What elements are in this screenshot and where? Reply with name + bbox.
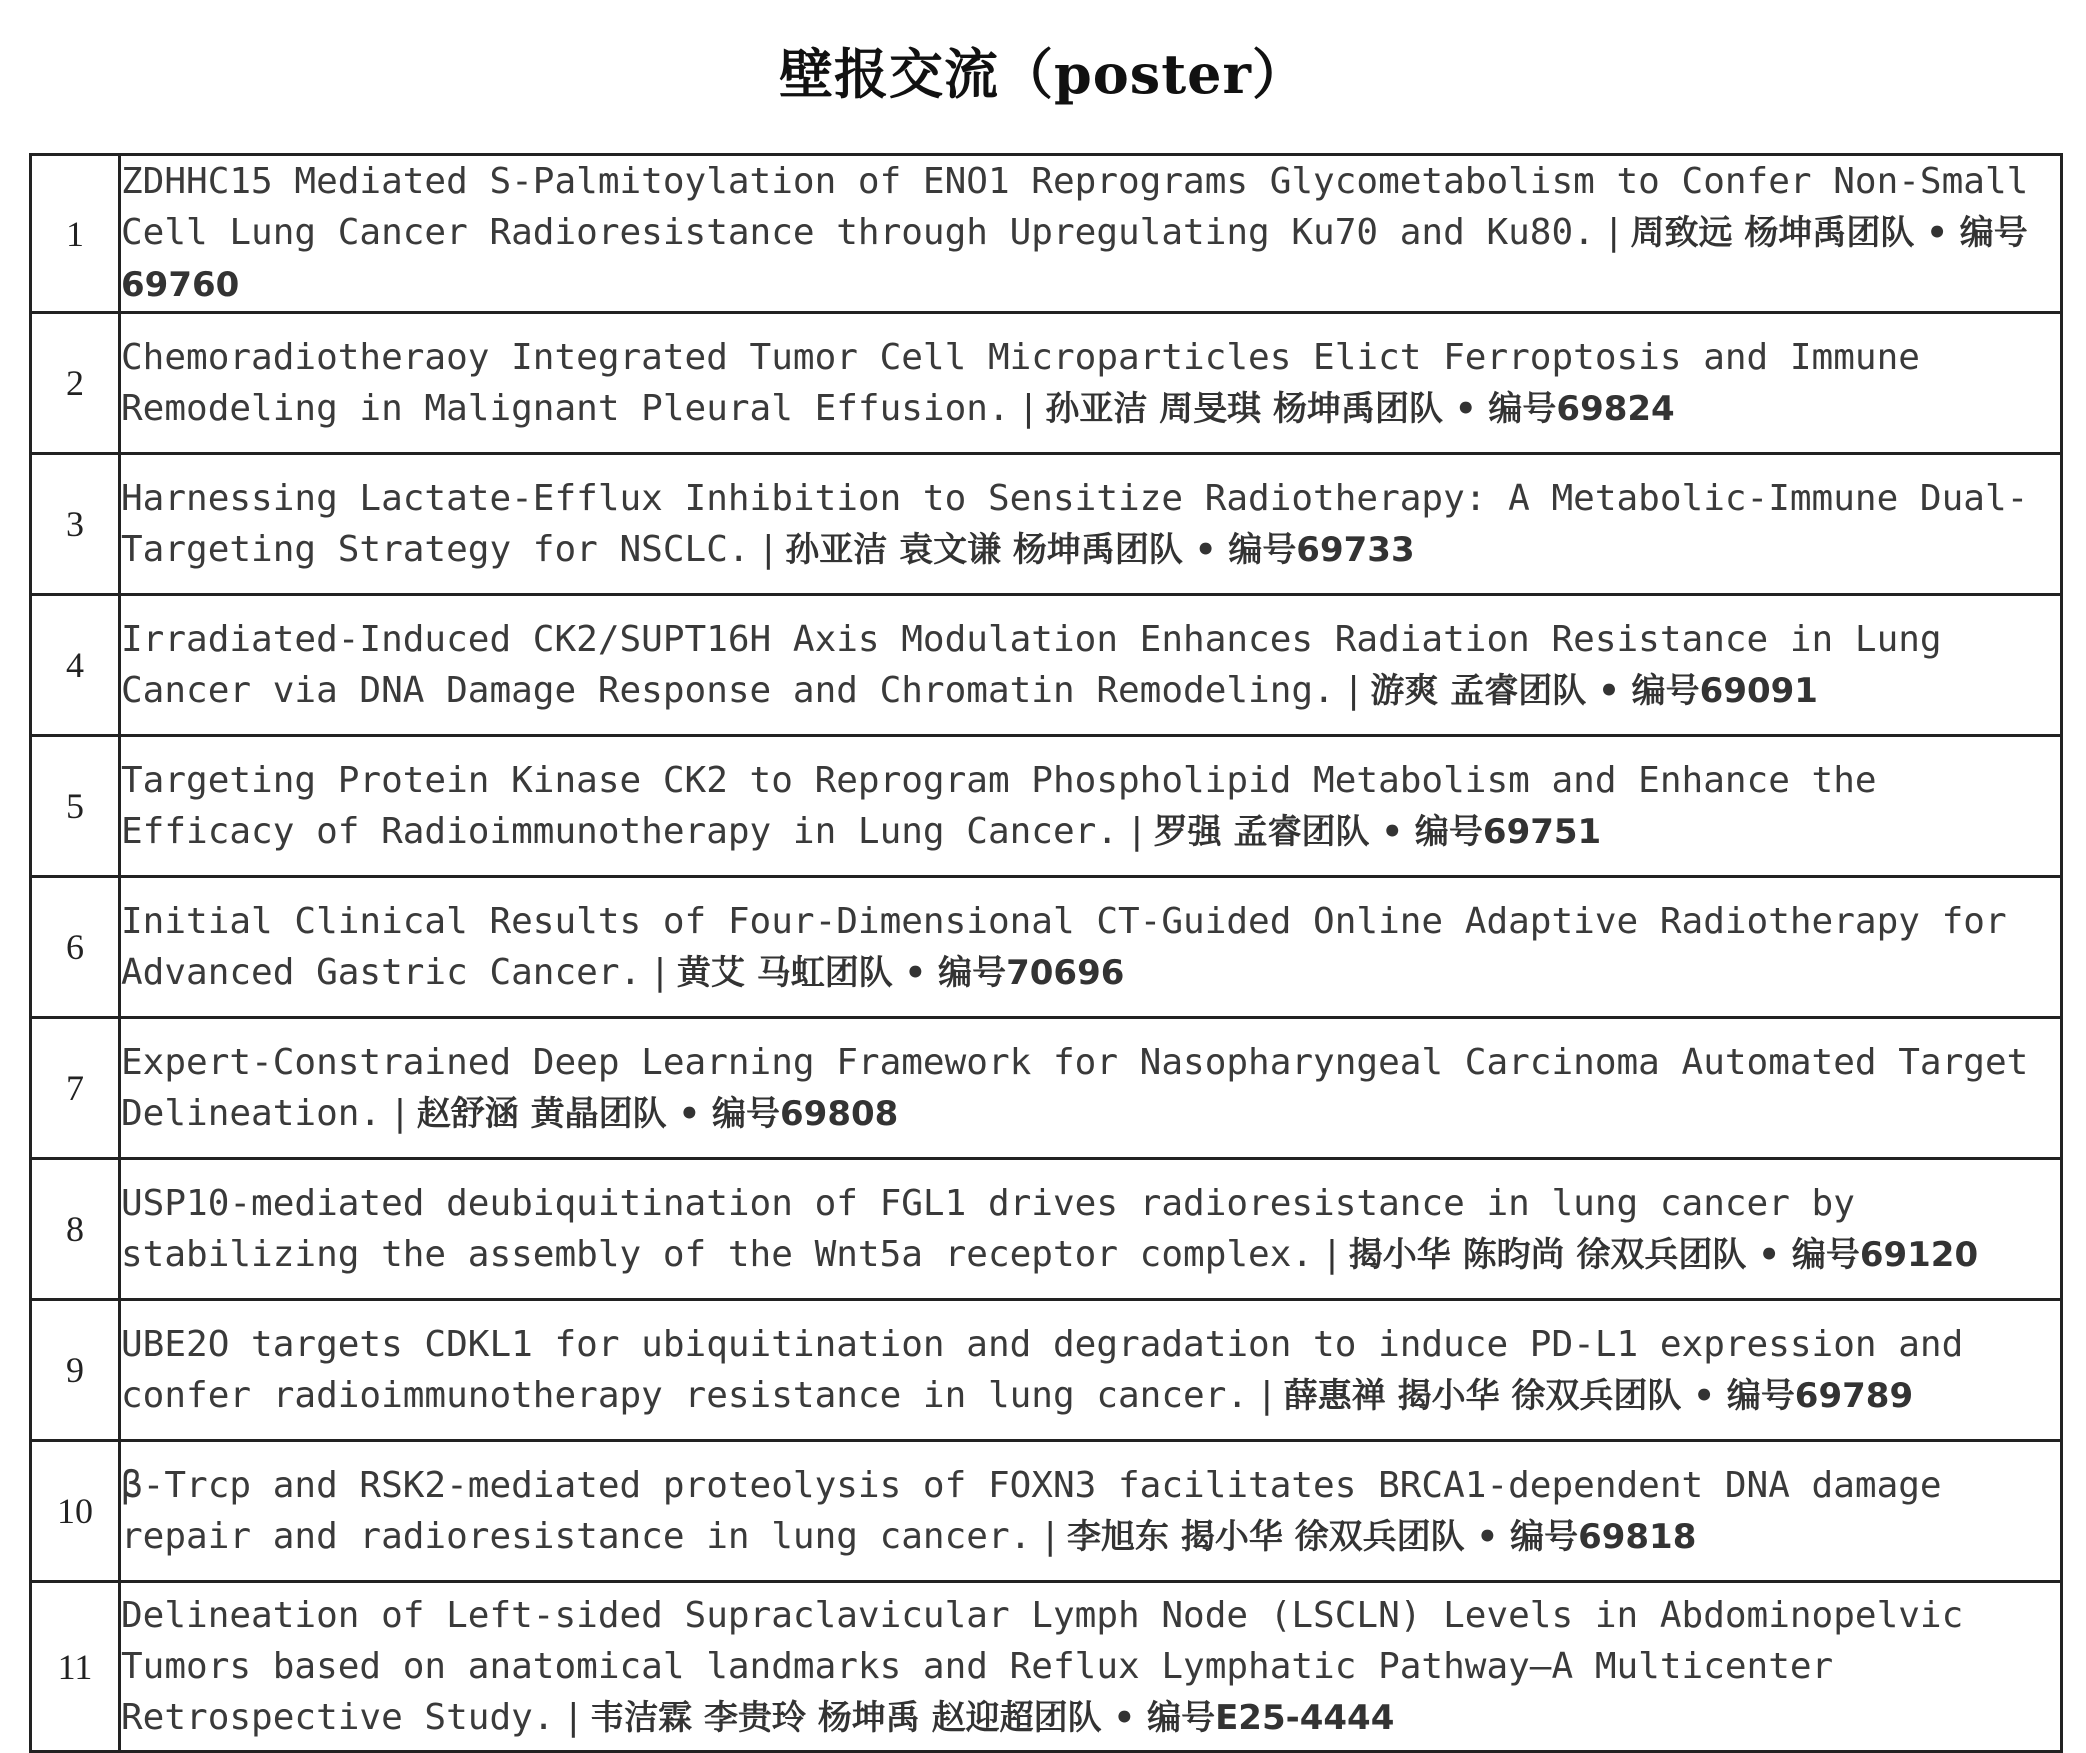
poster-entry xyxy=(120,1300,2062,1441)
table-row xyxy=(31,1018,2062,1159)
poster-entry xyxy=(120,155,2062,313)
poster-title: Delineation of Left-sided Supraclavicular Lymph Node (LSCLN) Levels in Abdominopelvic Tumors based on anatomical landmarks and Reflux Lymphatic Pathway—A Multicenter Retrospective Study. xyxy=(121,1594,1964,1738)
poster-authors: 赵舒涵 黄晶团队 • 编号69808 xyxy=(416,1093,899,1134)
poster-title: Targeting Protein Kinase CK2 to Reprogram Phospholipid Metabolism and Enhance the Efficacy of Radioimmunotherapy in Lung Cancer. xyxy=(121,759,1877,852)
separator: | xyxy=(562,1696,585,1738)
poster-authors: 孙亚洁 周旻琪 杨坤禹团队 • 编号69824 xyxy=(1045,388,1675,429)
separator: | xyxy=(1602,212,1625,253)
poster-entry xyxy=(120,595,2062,736)
poster-title: ZDHHC15 Mediated S-Palmitoylation of ENO1 Reprograms Glycometabolism to Confer Non-Small Cell Lung Cancer Radioresistance through Upregulating Ku70 and Ku80. xyxy=(121,161,2029,253)
table-row xyxy=(31,877,2062,1018)
poster-authors: 周致远 杨坤禹团队 • 编号69760 xyxy=(121,213,2028,305)
separator: | xyxy=(1342,669,1365,711)
table-row xyxy=(31,1300,2062,1441)
poster-title: Chemoradiotheraoy Integrated Tumor Cell Microparticles Elict Ferroptosis and Immune Remodeling in Malignant Pleural Effusion. xyxy=(121,336,1920,429)
row-number: 1 xyxy=(31,155,120,313)
table-row xyxy=(31,313,2062,454)
poster-title: USP10-mediated deubiquitination of FGL1 drives radioresistance in lung cancer by stabilizing the assembly of the Wnt5a receptor complex. xyxy=(121,1182,1855,1275)
row-number: 9 xyxy=(31,1300,120,1441)
poster-entry xyxy=(120,877,2062,1018)
table-row xyxy=(31,595,2062,736)
table-row xyxy=(31,736,2062,877)
row-number: 7 xyxy=(31,1018,120,1159)
poster-title: Irradiated-Induced CK2/SUPT16H Axis Modulation Enhances Radiation Resistance in Lung Cancer via DNA Damage Response and Chromatin Remodeling. xyxy=(121,618,1942,711)
poster-authors: 薛惠禅 揭小华 徐双兵团队 • 编号69789 xyxy=(1283,1375,1914,1416)
poster-entry xyxy=(120,1018,2062,1159)
poster-title: Initial Clinical Results of Four-Dimensional CT-Guided Online Adaptive Radiotherapy for Advanced Gastric Cancer. xyxy=(121,900,2007,993)
row-number: 4 xyxy=(31,595,120,736)
poster-authors: 揭小华 陈昀尚 徐双兵团队 • 编号69120 xyxy=(1348,1234,1979,1275)
poster-entry xyxy=(120,1441,2062,1582)
table-row xyxy=(31,1159,2062,1300)
poster-authors: 韦洁霖 李贵玲 杨坤禹 赵迎超团队 • 编号E25-4444 xyxy=(590,1697,1395,1738)
table-row xyxy=(31,454,2062,595)
separator: | xyxy=(649,951,671,993)
row-number: 6 xyxy=(31,877,120,1018)
poster-authors: 李旭东 揭小华 徐双兵团队 • 编号69818 xyxy=(1067,1516,1697,1557)
poster-entry xyxy=(120,454,2062,595)
poster-entry xyxy=(120,313,2062,454)
row-number: 2 xyxy=(31,313,120,454)
separator: | xyxy=(1039,1515,1061,1557)
poster-authors: 孙亚洁 袁文谦 杨坤禹团队 • 编号69733 xyxy=(785,529,1415,570)
poster-table-body xyxy=(31,155,2062,1752)
separator: | xyxy=(1256,1374,1278,1416)
row-number: 3 xyxy=(31,454,120,595)
table-row xyxy=(31,1441,2062,1582)
table-row xyxy=(31,155,2062,313)
separator: | xyxy=(1126,810,1148,852)
poster-authors: 游爽 孟睿团队 • 编号69091 xyxy=(1370,670,1818,711)
row-number: 5 xyxy=(31,736,120,877)
poster-entry xyxy=(120,1582,2062,1752)
poster-table xyxy=(29,153,2063,1753)
poster-authors: 罗强 孟睿团队 • 编号69751 xyxy=(1153,811,1602,852)
separator: | xyxy=(1017,387,1040,429)
poster-title: Harnessing Lactate-Efflux Inhibition to Sensitize Radiotherapy: A Metabolic-Immune Dual-Targeting Strategy for NSCLC. xyxy=(121,477,2029,570)
page-title: 壁报交流（poster） xyxy=(779,42,1307,106)
poster-title: β-Trcp and RSK2-mediated proteolysis of FOXN3 facilitates BRCA1-dependent DNA damage repair and radioresistance in lung cancer. xyxy=(121,1464,1942,1557)
table-row xyxy=(31,1582,2062,1752)
row-number: 10 xyxy=(31,1441,120,1582)
poster-title: Expert-Constrained Deep Learning Framework for Nasopharyngeal Carcinoma Automated Target Delineation. xyxy=(121,1041,2029,1134)
separator: | xyxy=(757,528,780,570)
poster-entry xyxy=(120,1159,2062,1300)
separator: | xyxy=(389,1092,411,1134)
separator: | xyxy=(1321,1233,1343,1275)
poster-authors: 黄艾 马虹团队 • 编号70696 xyxy=(676,952,1125,993)
poster-entry xyxy=(120,736,2062,877)
poster-title: UBE2O targets CDKL1 for ubiquitination and degradation to induce PD-L1 expression and confer radioimmunotherapy resistance in lung cancer. xyxy=(121,1323,1964,1416)
row-number: 11 xyxy=(31,1582,120,1752)
row-number: 8 xyxy=(31,1159,120,1300)
